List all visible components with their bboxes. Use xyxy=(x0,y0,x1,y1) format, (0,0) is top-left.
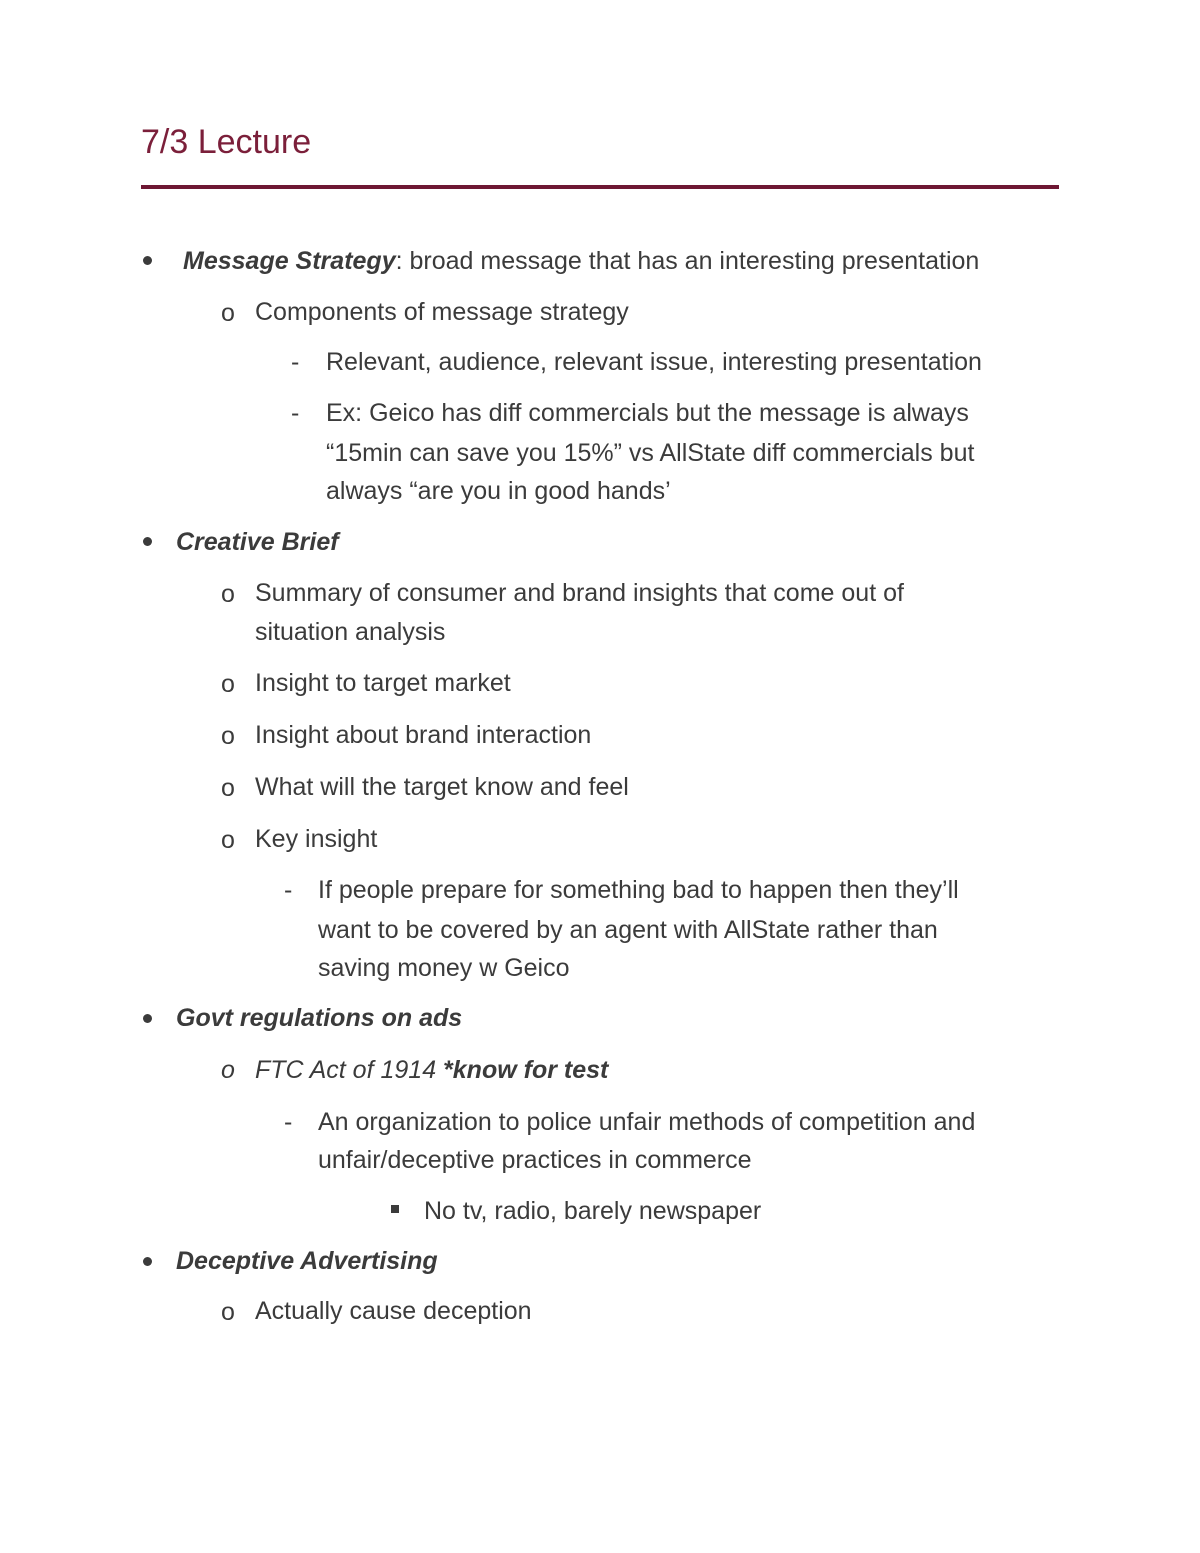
circle-marker: o xyxy=(221,1298,235,1326)
sub-item: Insight about brand interaction xyxy=(255,721,592,749)
dash-item-line: Ex: Geico has diff commercials but the message is always xyxy=(326,399,969,427)
circle-marker: o xyxy=(221,670,235,698)
sub-item: Actually cause deception xyxy=(255,1297,532,1325)
term-deceptive-advertising: Deceptive Advertising xyxy=(176,1247,438,1275)
dash-marker: - xyxy=(291,399,300,427)
know-for-test-note: *know for test xyxy=(443,1056,609,1084)
definition-message-strategy: : broad message that has an interesting presentation xyxy=(395,247,980,275)
sub-item: What will the target know and feel xyxy=(255,773,629,801)
bullet-dot-icon xyxy=(143,537,152,546)
ftc-act-label: FTC Act of 1914 xyxy=(255,1056,444,1084)
circle-marker: o xyxy=(221,826,235,854)
bullet-creative-brief xyxy=(176,522,339,562)
sub-item-ftc xyxy=(255,1050,608,1090)
term-message-strategy: Message Strategy xyxy=(183,247,396,275)
dash-item-line: saving money w Geico xyxy=(318,954,570,982)
bullet-message-strategy xyxy=(183,241,979,281)
page-title: 7/3 Lecture xyxy=(141,123,312,161)
sub-item: Key insight xyxy=(255,825,378,853)
dash-marker: - xyxy=(284,876,293,904)
circle-marker: o xyxy=(221,722,235,750)
title-underline xyxy=(141,185,1059,189)
square-item: No tv, radio, barely newspaper xyxy=(424,1197,762,1225)
dash-marker: - xyxy=(284,1108,293,1136)
circle-marker: o xyxy=(221,299,235,327)
term-govt-regulations: Govt regulations on ads xyxy=(176,1004,463,1032)
dash-item-line: always “are you in good hands’ xyxy=(326,477,671,505)
dash-item-line: “15min can save you 15%” vs AllState diff commercials but xyxy=(326,439,975,467)
bullet-deceptive-advertising xyxy=(176,1241,438,1281)
bullet-dot-icon xyxy=(143,256,152,265)
circle-marker: o xyxy=(221,774,235,802)
sub-item-line: situation analysis xyxy=(255,618,446,646)
dash-item-line: If people prepare for something bad to happen then they’ll xyxy=(318,876,959,904)
circle-marker: o xyxy=(221,580,235,608)
term-creative-brief: Creative Brief xyxy=(176,528,339,556)
sub-item: Insight to target market xyxy=(255,669,511,697)
dash-item-line: want to be covered by an agent with AllState rather than xyxy=(318,916,938,944)
square-bullet-icon xyxy=(391,1205,399,1213)
bullet-dot-icon xyxy=(143,1014,152,1023)
sub-item-line: Summary of consumer and brand insights that come out of xyxy=(255,579,904,607)
dash-item-line: unfair/deceptive practices in commerce xyxy=(318,1146,752,1174)
sub-item: Components of message strategy xyxy=(255,298,629,326)
bullet-dot-icon xyxy=(143,1257,152,1266)
dash-item: Relevant, audience, relevant issue, interesting presentation xyxy=(326,348,982,376)
dash-marker: - xyxy=(291,348,300,376)
bullet-govt-regulations xyxy=(176,998,462,1038)
dash-item-line: An organization to police unfair methods of competition and xyxy=(318,1108,976,1136)
circle-marker: o xyxy=(221,1056,235,1084)
